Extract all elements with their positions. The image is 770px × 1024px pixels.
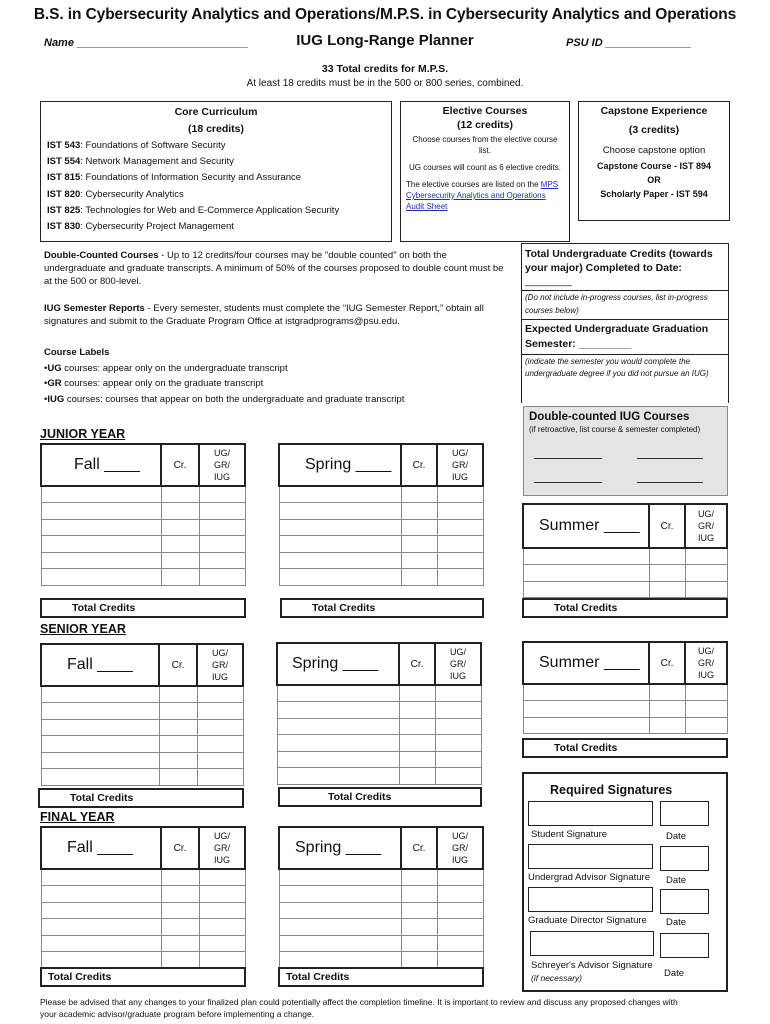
credit-cell[interactable] (649, 717, 685, 734)
semester-header (41, 827, 161, 869)
course-cell[interactable] (523, 565, 649, 582)
course-cell[interactable] (41, 552, 161, 569)
double-counted-line[interactable] (637, 482, 703, 483)
ug-credits-title: Total Undergraduate Credits (towards your major) Completed to Date: (525, 248, 713, 274)
type-cell[interactable] (437, 919, 483, 936)
course-label-item: •GR courses: appear only on the graduate transcript (44, 378, 264, 389)
credit-cell[interactable] (161, 869, 199, 886)
course-cell[interactable] (41, 703, 159, 720)
credit-cell[interactable] (161, 919, 199, 936)
graduate-director-signature-box[interactable] (528, 887, 653, 912)
senior-spring-table (276, 642, 482, 785)
type-cell[interactable] (685, 565, 727, 582)
credit-cell[interactable] (159, 752, 197, 769)
credits-column-header: Cr. (161, 444, 199, 486)
course-cell[interactable] (279, 952, 401, 969)
semester-name[interactable]: Fall ____ (74, 456, 140, 473)
type-cell[interactable] (437, 536, 483, 553)
type-cell[interactable] (199, 952, 245, 969)
credit-cell[interactable] (159, 719, 197, 736)
credit-cell[interactable] (159, 736, 197, 753)
elective-courses-box (400, 101, 570, 242)
course-cell[interactable] (41, 569, 161, 586)
core-item: IST 825: Technologies for Web and E-Commerce Application Security (47, 204, 340, 216)
semester-reports-paragraph: IUG Semester Reports - Every semester, students must complete the “IUG Semester Report,” obtain all signatures and submit to the Graduate Program Office at istgradprograms@psu.edu. (44, 303, 484, 327)
capstone-box (578, 101, 730, 221)
total-credits-line: 33 Total credits for M.P.S. (321, 63, 449, 75)
credit-cell[interactable] (399, 718, 435, 735)
course-cell[interactable] (277, 768, 399, 785)
type-cell[interactable] (437, 869, 483, 886)
type-cell[interactable] (197, 719, 243, 736)
course-cell[interactable] (279, 935, 401, 952)
type-cell[interactable] (199, 935, 245, 952)
junior-fall-total: Total Credits (40, 598, 246, 618)
type-cell[interactable] (435, 702, 481, 719)
date-label: Date (666, 831, 687, 842)
type-cell[interactable] (685, 717, 727, 734)
course-cell[interactable] (279, 902, 401, 919)
credit-cell[interactable] (399, 751, 435, 768)
core-item: IST 554: Network Management and Security (47, 156, 234, 168)
core-item: IST 815: Foundations of Information Security and Assurance (47, 172, 302, 184)
course-cell[interactable] (279, 569, 401, 586)
credit-cell[interactable] (649, 701, 685, 718)
credits-note: At least 18 credits must be in the 500 or 800 series, combined. (246, 78, 524, 89)
elective-line2: UG courses will count as 6 elective credits. (408, 163, 562, 172)
schreyer-advisor-date-box[interactable] (660, 933, 709, 958)
credit-cell[interactable] (161, 519, 199, 536)
credit-cell[interactable] (399, 735, 435, 752)
course-cell[interactable] (277, 718, 399, 735)
credit-cell[interactable] (159, 686, 197, 703)
course-cell[interactable] (279, 886, 401, 903)
graduate-director-signature-label: Graduate Director Signature (528, 915, 647, 926)
type-cell[interactable] (199, 886, 245, 903)
credit-cell[interactable] (649, 581, 685, 598)
junior-year-heading: JUNIOR YEAR (40, 427, 126, 441)
type-cell[interactable] (437, 952, 483, 969)
type-cell[interactable] (435, 718, 481, 735)
type-cell[interactable] (685, 684, 727, 701)
course-cell[interactable] (277, 751, 399, 768)
credits-column-header: Cr. (401, 444, 437, 486)
type-cell[interactable] (437, 519, 483, 536)
credits-column-header: Cr. (401, 827, 437, 869)
credit-cell[interactable] (401, 902, 437, 919)
elective-line3: The elective courses are listed on the MPS Cybersecurity Analytics and Operations Audit Sheet (406, 180, 559, 211)
type-cell[interactable] (197, 686, 243, 703)
senior-spring-total: Total Credits (278, 787, 482, 807)
type-column-header: UG/ GR/ IUG (199, 827, 245, 869)
course-cell[interactable] (279, 486, 401, 503)
course-cell[interactable] (41, 536, 161, 553)
credit-cell[interactable] (649, 684, 685, 701)
semester-header (41, 444, 161, 486)
type-cell[interactable] (437, 902, 483, 919)
credit-cell[interactable] (401, 952, 437, 969)
course-cell[interactable] (41, 519, 161, 536)
senior-summer-table (522, 641, 728, 734)
final-spring-total: Total Credits (278, 967, 484, 987)
credit-cell[interactable] (401, 919, 437, 936)
date-label: Date (666, 875, 687, 886)
credit-cell[interactable] (401, 869, 437, 886)
type-cell[interactable] (197, 703, 243, 720)
semester-header (277, 643, 399, 685)
ug-credits-blank[interactable]: ________ (525, 275, 572, 287)
credit-cell[interactable] (161, 952, 199, 969)
semester-header (279, 827, 401, 869)
type-cell[interactable] (199, 519, 245, 536)
planner-subtitle: IUG Long-Range Planner (296, 32, 474, 49)
type-column-header: UG/ GR/ IUG (685, 504, 727, 548)
course-cell[interactable] (277, 702, 399, 719)
capstone-or: OR (647, 175, 661, 185)
type-column-header: UG/ GR/ IUG (437, 444, 483, 486)
double-counted-note: (if retroactive, list course & semester completed) (529, 425, 701, 434)
graduate-director-date-box[interactable] (660, 889, 709, 914)
credit-cell[interactable] (161, 536, 199, 553)
double-counted-line[interactable] (637, 458, 703, 459)
elective-title: Elective Courses (442, 105, 528, 117)
course-cell[interactable] (41, 919, 161, 936)
semester-name[interactable]: Summer ____ (539, 517, 640, 534)
psu-id-field-label[interactable]: PSU ID ______________ (566, 37, 692, 49)
type-cell[interactable] (197, 736, 243, 753)
semester-name[interactable]: Fall ____ (67, 839, 133, 856)
course-cell[interactable] (41, 486, 161, 503)
credit-cell[interactable] (161, 552, 199, 569)
course-cell[interactable] (41, 952, 161, 969)
undergrad-advisor-date-box[interactable] (660, 846, 709, 871)
credit-cell[interactable] (161, 503, 199, 520)
type-cell[interactable] (435, 751, 481, 768)
credit-cell[interactable] (649, 548, 685, 565)
junior-fall-table (40, 443, 246, 586)
senior-summer-total: Total Credits (522, 738, 728, 758)
core-item: IST 830: Cybersecurity Project Management (47, 220, 234, 232)
semester-header (523, 504, 649, 548)
type-column-header: UG/ GR/ IUG (685, 642, 727, 684)
final-fall-total: Total Credits (40, 967, 246, 987)
final-spring-table (278, 826, 484, 969)
date-label: Date (664, 968, 685, 979)
course-cell[interactable] (277, 685, 399, 702)
core-item: IST 820: Cybersecurity Analytics (47, 188, 184, 200)
course-cell[interactable] (279, 536, 401, 553)
footer-note: Please be advised that any changes to your finalized plan could potentially affect the completion timeline. It is important to review and discuss any proposed changes with your academic advisor/graduate program before implementing a change. (40, 997, 678, 1019)
course-labels-title: Course Labels (44, 347, 110, 358)
semester-name[interactable]: Fall ____ (67, 656, 133, 673)
senior-fall-total: Total Credits (38, 788, 244, 808)
capstone-choose: Choose capstone option (602, 145, 706, 156)
course-cell[interactable] (41, 719, 159, 736)
senior-year-heading: SENIOR YEAR (40, 622, 126, 636)
capstone-title: Capstone Experience (600, 105, 708, 117)
course-cell[interactable] (41, 902, 161, 919)
type-cell[interactable] (197, 752, 243, 769)
semester-header (523, 642, 649, 684)
credit-cell[interactable] (161, 902, 199, 919)
page-title: B.S. in Cybersecurity Analytics and Operations/M.P.S. in Cybersecurity Analytics and Operations (33, 6, 737, 23)
credit-cell[interactable] (161, 935, 199, 952)
credit-cell[interactable] (401, 536, 437, 553)
date-label: Date (666, 917, 687, 928)
semester-name[interactable]: Spring ____ (305, 456, 392, 473)
schreyer-advisor-signature-box[interactable] (530, 931, 654, 956)
semester-name[interactable]: Summer ____ (539, 654, 640, 671)
type-cell[interactable] (435, 685, 481, 702)
course-label-item: •UG courses: appear only on the undergraduate transcript (44, 363, 288, 374)
course-cell[interactable] (523, 684, 649, 701)
credit-cell[interactable] (399, 685, 435, 702)
course-cell[interactable] (523, 548, 649, 565)
type-cell[interactable] (199, 869, 245, 886)
type-cell[interactable] (437, 569, 483, 586)
capstone-credits: (3 credits) (628, 124, 680, 136)
ug-credits-note: (Do not include in-progress courses, list in-progress courses below) (525, 293, 708, 315)
credit-cell[interactable] (401, 569, 437, 586)
course-label-item: •IUG courses: courses that appear on both the undergraduate and graduate transcript (44, 394, 405, 405)
credit-cell[interactable] (399, 768, 435, 785)
grad-semester-title[interactable]: Expected Undergraduate Graduation Semester: _________ (525, 323, 709, 350)
course-cell[interactable] (41, 935, 161, 952)
semester-name[interactable]: Spring ____ (292, 655, 379, 672)
course-cell[interactable] (523, 717, 649, 734)
type-cell[interactable] (685, 581, 727, 598)
semester-name[interactable]: Spring ____ (295, 839, 382, 856)
credit-cell[interactable] (161, 569, 199, 586)
final-year-heading: FINAL YEAR (40, 810, 115, 824)
final-fall-table (40, 826, 246, 969)
credits-column-header: Cr. (399, 643, 435, 685)
credit-cell[interactable] (401, 886, 437, 903)
type-cell[interactable] (435, 735, 481, 752)
course-cell[interactable] (279, 503, 401, 520)
course-cell[interactable] (279, 919, 401, 936)
type-column-header: UG/ GR/ IUG (437, 827, 483, 869)
type-cell[interactable] (685, 701, 727, 718)
course-cell[interactable] (41, 886, 161, 903)
credit-cell[interactable] (399, 702, 435, 719)
credit-cell[interactable] (401, 935, 437, 952)
type-cell[interactable] (199, 902, 245, 919)
semester-header (279, 444, 401, 486)
course-cell[interactable] (41, 752, 159, 769)
schreyer-advisor-signature-label: Schreyer's Advisor Signature (if necessary) (531, 960, 653, 983)
type-column-header: UG/ GR/ IUG (199, 444, 245, 486)
credit-cell[interactable] (159, 703, 197, 720)
semester-header (41, 644, 159, 686)
junior-spring-total: Total Credits (280, 598, 484, 618)
elective-credits: (12 credits) (456, 119, 514, 131)
course-cell[interactable] (523, 581, 649, 598)
type-cell[interactable] (437, 886, 483, 903)
type-cell[interactable] (685, 548, 727, 565)
type-cell[interactable] (199, 486, 245, 503)
course-cell[interactable] (41, 769, 159, 786)
double-counted-line[interactable] (534, 458, 602, 459)
senior-fall-table (40, 643, 244, 786)
course-cell[interactable] (279, 519, 401, 536)
credits-column-header: Cr. (159, 644, 197, 686)
type-cell[interactable] (437, 503, 483, 520)
credits-column-header: Cr. (161, 827, 199, 869)
capstone-option2: Scholarly Paper - IST 594 (600, 189, 708, 199)
junior-spring-table (278, 443, 484, 586)
course-cell[interactable] (41, 503, 161, 520)
type-cell[interactable] (437, 486, 483, 503)
credit-cell[interactable] (161, 886, 199, 903)
grad-semester-note: (indicate the semester you would complete the undergraduate degree if you did not pursue an IUG) (525, 357, 709, 378)
credit-cell[interactable] (401, 486, 437, 503)
type-cell[interactable] (199, 569, 245, 586)
core-credits: (18 credits) (187, 123, 245, 135)
name-field-label[interactable]: Name ____________________________ (44, 37, 249, 49)
credits-column-header: Cr. (649, 642, 685, 684)
type-column-header: UG/ GR/ IUG (435, 643, 481, 685)
course-cell[interactable] (41, 736, 159, 753)
student-signature-box[interactable] (528, 801, 653, 826)
undergrad-advisor-signature-box[interactable] (528, 844, 653, 869)
student-date-box[interactable] (660, 801, 709, 826)
course-cell[interactable] (277, 735, 399, 752)
type-cell[interactable] (199, 536, 245, 553)
undergrad-info-panel (521, 243, 729, 403)
double-counted-paragraph: Double-Counted Courses - Up to 12 credits/four courses may be "double counted" on both the undergraduate and graduate transcripts. A minimum of 50% of the courses proposed to double count must be at the 500 or 800-level. (44, 250, 504, 287)
credit-cell[interactable] (401, 552, 437, 569)
credit-cell[interactable] (649, 565, 685, 582)
core-item: IST 543: Foundations of Software Security (47, 140, 226, 151)
junior-summer-total: Total Credits (522, 598, 728, 618)
core-title: Core Curriculum (174, 106, 258, 118)
credit-cell[interactable] (161, 486, 199, 503)
double-counted-title: Double-counted IUG Courses (529, 411, 690, 423)
capstone-option1: Capstone Course - IST 894 (596, 161, 712, 171)
elective-line1: Choose courses from the elective course list. (412, 135, 558, 155)
double-counted-line[interactable] (534, 482, 602, 483)
core-curriculum-box (40, 101, 392, 242)
type-cell[interactable] (199, 919, 245, 936)
undergrad-advisor-signature-label: Undergrad Advisor Signature (528, 872, 650, 883)
credit-cell[interactable] (401, 519, 437, 536)
type-cell[interactable] (199, 503, 245, 520)
junior-summer-table (522, 503, 728, 598)
credit-cell[interactable] (401, 503, 437, 520)
credit-cell[interactable] (159, 769, 197, 786)
type-cell[interactable] (199, 552, 245, 569)
course-cell[interactable] (279, 869, 401, 886)
student-signature-label: Student Signature (531, 829, 608, 840)
credits-column-header: Cr. (649, 504, 685, 548)
audit-sheet-link[interactable]: MPS Cybersecurity Analytics and Operations Audit Sheet (406, 180, 559, 211)
type-cell[interactable] (435, 768, 481, 785)
course-cell[interactable] (279, 552, 401, 569)
course-cell[interactable] (41, 869, 161, 886)
course-cell[interactable] (523, 701, 649, 718)
type-cell[interactable] (197, 769, 243, 786)
type-cell[interactable] (437, 552, 483, 569)
type-cell[interactable] (437, 935, 483, 952)
course-cell[interactable] (41, 686, 159, 703)
signatures-title: Required Signatures (550, 783, 673, 797)
type-column-header: UG/ GR/ IUG (197, 644, 243, 686)
